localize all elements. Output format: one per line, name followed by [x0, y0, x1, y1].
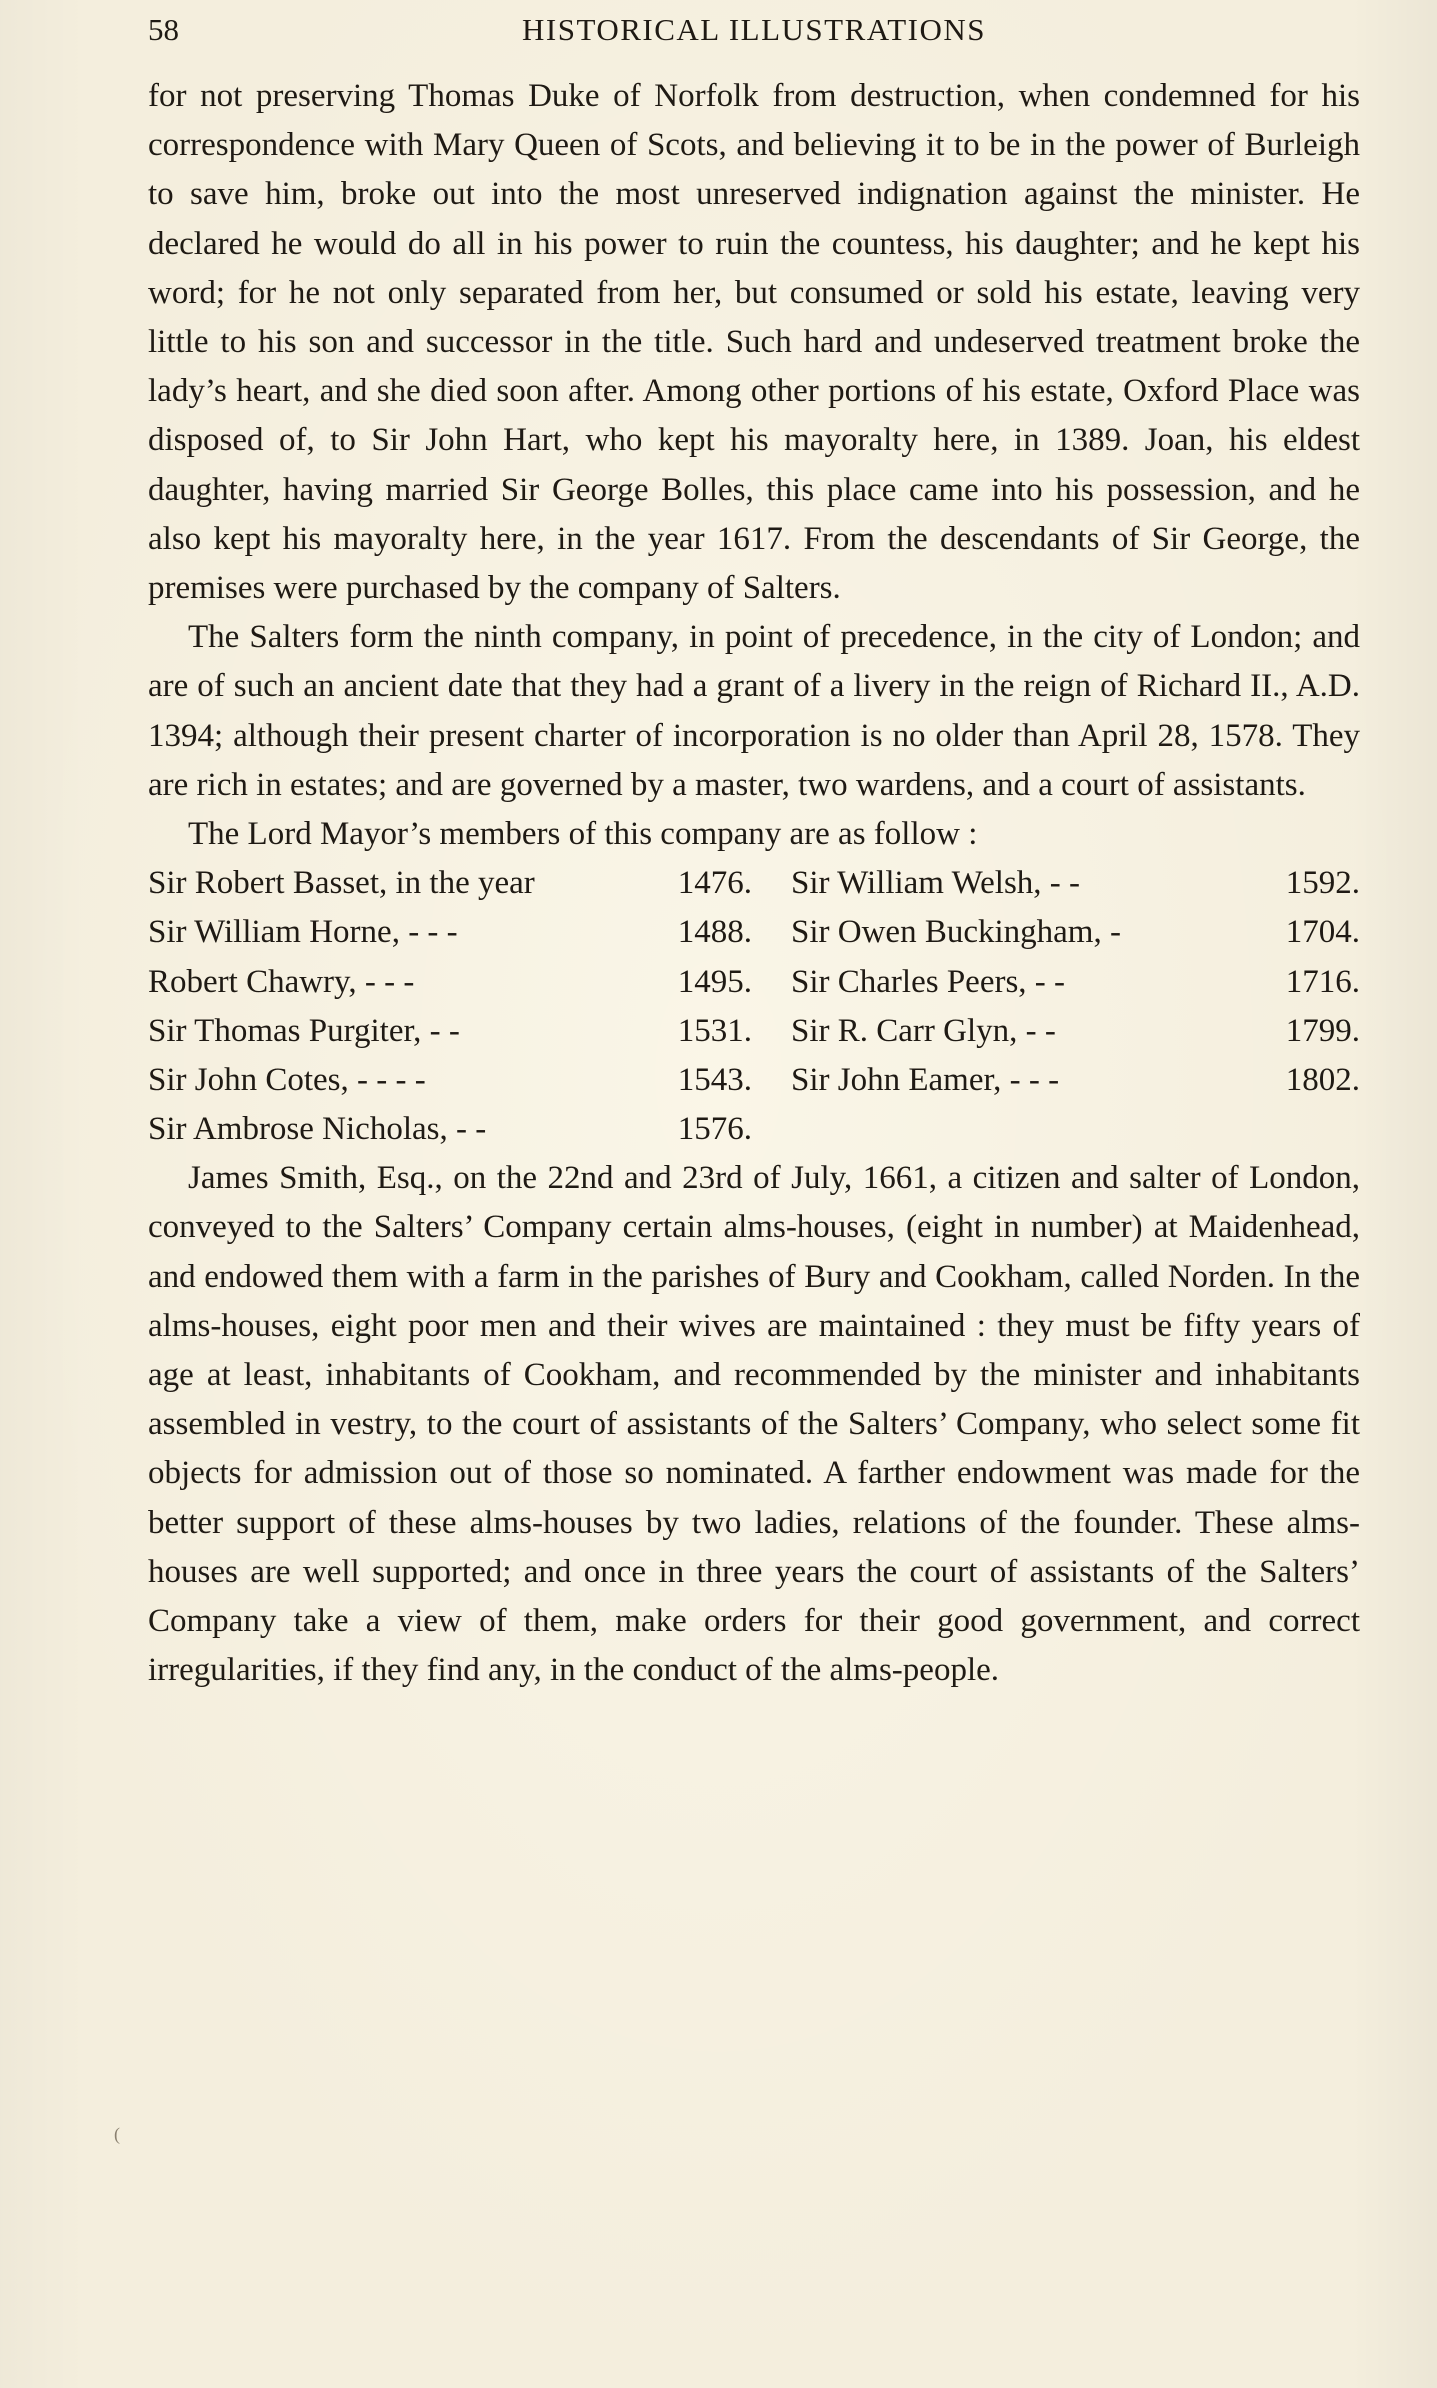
mayor-year: 1704. [1285, 914, 1360, 951]
stray-mark: ( [114, 2124, 120, 2144]
page-body [148, 72, 1360, 1695]
mayor-year: 1488. [677, 914, 752, 951]
mayor-entry [148, 1056, 752, 1105]
mayor-entry [791, 958, 1360, 1007]
paragraph-norfolk-continuation: for not preserving Thomas Duke of Norfolk from destruction, when condemned for his correspondence with Mary Queen of Scots, and believing it to be in the power of Burleigh to save him, broke out into the most unreserved indignation against the minister. He declared he would do all in his power to ruin the countess, his daughter; and he kept his word; for he not only separated from her, but consumed or sold his estate, leaving very little to his son and successor in the title. Such hard and undeserved treatment broke the lady’s heart, and she died soon after. Among other portions of his estate, Oxford Place was disposed of, to Sir John Hart, who kept his mayoralty here, in 1389. Joan, his eldest daughter, having married Sir George Bolles, this place came into his possession, and he also kept his mayoralty here, in the year 1617. From the descendants of Sir George, the premises were purchased by the company of Salters. [148, 78, 1360, 607]
mayor-year: 1576. [677, 1111, 752, 1148]
mayor-name: Sir William Welsh, - - [791, 865, 1081, 902]
page-number: 58 [148, 12, 179, 47]
mayor-year: 1592. [1285, 865, 1360, 902]
mayor-name: Sir Thomas Purgiter, - - [148, 1012, 460, 1049]
mayor-name: Sir R. Carr Glyn, - - [791, 1012, 1056, 1049]
mayor-entry [791, 1056, 1360, 1105]
mayor-name: Sir Owen Buckingham, - [791, 914, 1121, 951]
mayor-entry [791, 908, 1360, 957]
lord-mayors-list [148, 859, 1360, 1154]
paragraph-lord-mayors-intro: The Lord Mayor’s members of this company are as follow : [188, 816, 978, 853]
mayor-year: 1799. [1285, 1012, 1360, 1049]
mayor-year: 1802. [1285, 1062, 1360, 1098]
mayor-name: Sir Ambrose Nicholas, - - [148, 1111, 487, 1148]
mayors-left-column [148, 859, 752, 1154]
mayor-year: 1531. [677, 1012, 752, 1049]
mayor-year: 1543. [677, 1062, 752, 1098]
mayor-name: Sir William Horne, - - - [148, 914, 458, 951]
mayor-name: Sir Charles Peers, - - [791, 963, 1066, 1000]
mayor-year: 1495. [677, 963, 752, 1000]
running-title: HISTORICAL ILLUSTRATIONS [522, 12, 986, 47]
mayor-name: Sir John Eamer, - - - [791, 1062, 1060, 1098]
mayor-entry [148, 1007, 752, 1056]
page-header [148, 8, 1360, 52]
mayors-right-column [791, 859, 1360, 1105]
mayor-entry [148, 958, 752, 1007]
mayor-year: 1476. [677, 865, 752, 902]
mayor-entry [791, 859, 1360, 908]
mayor-name: Robert Chawry, - - - [148, 963, 415, 1000]
mayor-name: Sir Robert Basset, in the year [148, 865, 535, 902]
mayor-entry [148, 908, 752, 957]
mayor-entry [148, 1105, 752, 1154]
mayor-entry [791, 1007, 1360, 1056]
paragraph-salters-company: The Salters form the ninth company, in point of precedence, in the city of London; and are of such an ancient date that they had a grant of a livery in the reign of Richard II., A.D. 1394; although their present charter of incorporation is no older than April 28, 1578. They are rich in estates; and are governed by a master, two wardens, and a court of assistants. [148, 619, 1360, 803]
mayor-year: 1716. [1285, 963, 1360, 1000]
mayor-name: Sir John Cotes, - - - - [148, 1062, 426, 1098]
mayor-entry [148, 859, 752, 908]
paragraph-alms-houses: James Smith, Esq., on the 22nd and 23rd of July, 1661, a citizen and salter of London, conveyed to the Salters’ Company certain alms-houses, (eight in number) at Maidenhead, and endowed them with a farm in the parishes of Bury and Cookham, called Norden. In the alms-houses, eight poor men and their wives are maintained : they must be fifty years of age at least, inhabitants of Cookham, and recommended by the minister and inhabitants assembled in vestry, to the court of assistants of the Salters’ Company, who select some fit objects for admission out of those so nominated. A farther endowment was made for the better support of these alms-houses by two ladies, relations of the founder. These alms-houses are well supported; and once in three years the court of assistants of the Salters’ Company take a view of them, make orders for their good government, and correct irregularities, if they find any, in the conduct of the alms-people. [148, 1160, 1360, 1689]
